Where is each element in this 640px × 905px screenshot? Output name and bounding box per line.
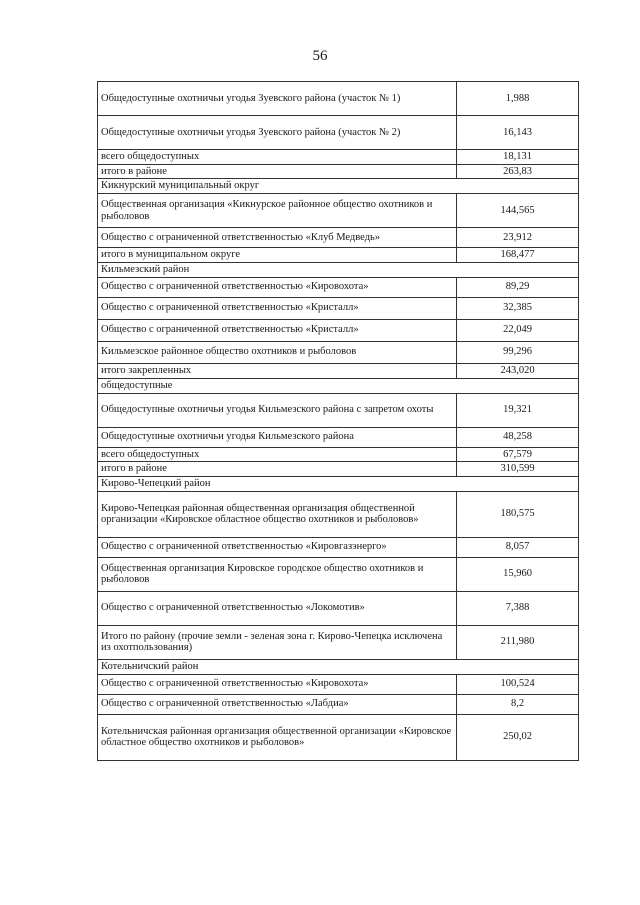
area-value-cell: 8,2 [457, 694, 579, 714]
area-value-cell: 263,83 [457, 164, 579, 179]
hunting-grounds-table [97, 81, 579, 761]
table-row [98, 363, 579, 378]
organization-name-cell: Общедоступные охотничьи угодья Зуевского района (участок № 1) [98, 82, 457, 116]
organization-name-cell: Общество с ограниченной ответственностью «Локомотив» [98, 591, 457, 625]
section-title: Кильмезский район [98, 262, 579, 277]
table-row [98, 164, 579, 179]
organization-name-cell: Общедоступные охотничьи угодья Кильмезского района [98, 427, 457, 447]
organization-name-cell: Общедоступные охотничьи угодья Кильмезского района с запретом охоты [98, 393, 457, 427]
table-row [98, 674, 579, 694]
area-value-cell: 180,575 [457, 491, 579, 537]
area-value-cell: 99,296 [457, 341, 579, 363]
area-value-cell: 67,579 [457, 447, 579, 462]
organization-name-cell: Общественная организация «Кикнурское районное общество охотников и рыболовов [98, 194, 457, 228]
area-value-cell: 19,321 [457, 393, 579, 427]
table-row [98, 319, 579, 341]
page-number: 56 [312, 48, 328, 64]
organization-name-cell: итого в районе [98, 462, 457, 477]
organization-name-cell: Общество с ограниченной ответственностью «Лабдиа» [98, 694, 457, 714]
organization-name-cell: всего общедоступных [98, 447, 457, 462]
section-header-row [98, 659, 579, 674]
area-value-cell: 211,980 [457, 625, 579, 659]
area-value-cell: 48,258 [457, 427, 579, 447]
organization-name-cell: Котельничская районная организация общественной организации «Кировское областное общество охотников и рыболовов» [98, 714, 457, 760]
table-row [98, 625, 579, 659]
organization-name-cell: Общество с ограниченной ответственностью «Кировгазэнерго» [98, 537, 457, 557]
table-row [98, 427, 579, 447]
section-title: Кикнурский муниципальный округ [98, 179, 579, 194]
area-value-cell: 7,388 [457, 591, 579, 625]
organization-name-cell: Итого по району (прочие земли - зеленая зона г. Кирово-Чепецка исключена из охотпользования) [98, 625, 457, 659]
table-row [98, 694, 579, 714]
organization-name-cell: всего общедоступных [98, 150, 457, 165]
table-row [98, 150, 579, 165]
section-title: Котельничский район [98, 659, 579, 674]
organization-name-cell: Общество с ограниченной ответственностью «Кристалл» [98, 297, 457, 319]
area-value-cell: 89,29 [457, 277, 579, 297]
table-row [98, 462, 579, 477]
table-row [98, 491, 579, 537]
section-header-row [98, 179, 579, 194]
area-value-cell: 8,057 [457, 537, 579, 557]
table-row [98, 228, 579, 248]
section-title: Кирово-Чепецкий район [98, 476, 579, 491]
table-row [98, 194, 579, 228]
table-row [98, 82, 579, 116]
table-row [98, 116, 579, 150]
table-row [98, 537, 579, 557]
table-row [98, 393, 579, 427]
area-value-cell: 23,912 [457, 228, 579, 248]
area-value-cell: 243,020 [457, 363, 579, 378]
organization-name-cell: Общество с ограниченной ответственностью «Клуб Медведь» [98, 228, 457, 248]
section-header-row [98, 262, 579, 277]
organization-name-cell: Общество с ограниченной ответственностью «Кировохота» [98, 674, 457, 694]
organization-name-cell: Кильмезское районное общество охотников и рыболовов [98, 341, 457, 363]
area-value-cell: 310,599 [457, 462, 579, 477]
table-row [98, 557, 579, 591]
organization-name-cell: Общество с ограниченной ответственностью «Кристалл» [98, 319, 457, 341]
table-row [98, 277, 579, 297]
area-value-cell: 250,02 [457, 714, 579, 760]
table-row [98, 297, 579, 319]
area-value-cell: 15,960 [457, 557, 579, 591]
area-value-cell: 144,565 [457, 194, 579, 228]
section-title: общедоступные [98, 378, 579, 393]
section-header-row [98, 476, 579, 491]
organization-name-cell: Общедоступные охотничьи угодья Зуевского района (участок № 2) [98, 116, 457, 150]
table-row [98, 248, 579, 263]
organization-name-cell: итого закрепленных [98, 363, 457, 378]
table-row [98, 447, 579, 462]
section-header-row [98, 378, 579, 393]
table-row [98, 714, 579, 760]
area-value-cell: 1,988 [457, 82, 579, 116]
area-value-cell: 100,524 [457, 674, 579, 694]
organization-name-cell: итого в районе [98, 164, 457, 179]
area-value-cell: 32,385 [457, 297, 579, 319]
area-value-cell: 22,049 [457, 319, 579, 341]
area-value-cell: 168,477 [457, 248, 579, 263]
table-row [98, 591, 579, 625]
organization-name-cell: Общество с ограниченной ответственностью «Кировохота» [98, 277, 457, 297]
area-value-cell: 18,131 [457, 150, 579, 165]
organization-name-cell: Кирово-Чепецкая районная общественная организация общественной организации «Кировское областное общество охотников и рыболовов» [98, 491, 457, 537]
organization-name-cell: Общественная организация Кировское городское общество охотников и рыболовов [98, 557, 457, 591]
area-value-cell: 16,143 [457, 116, 579, 150]
organization-name-cell: итого в муниципальном округе [98, 248, 457, 263]
table-row [98, 341, 579, 363]
